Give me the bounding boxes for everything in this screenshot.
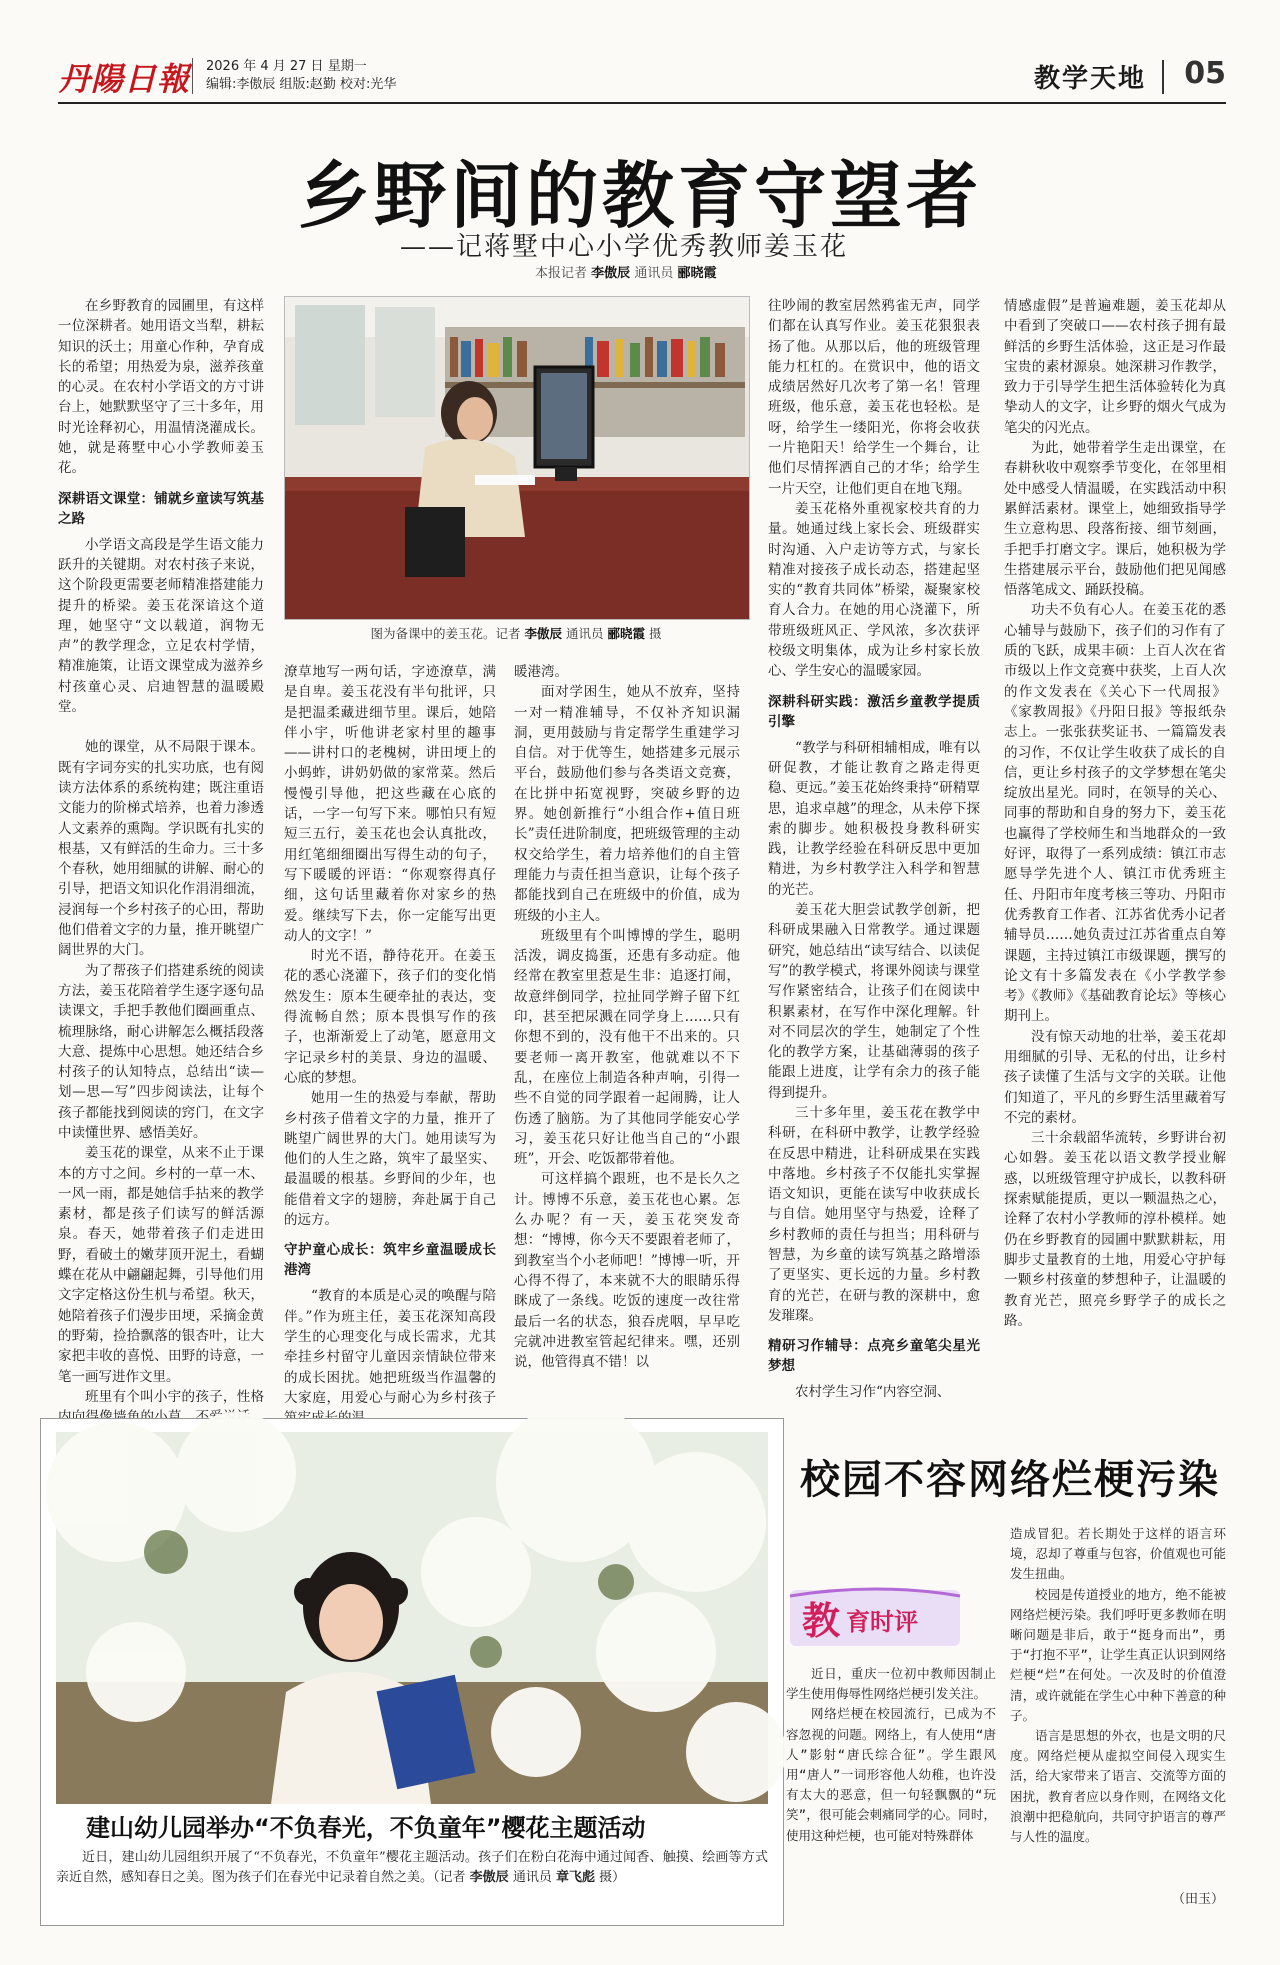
article-subheadline: ——记蒋墅中心小学优秀教师姜玉花 xyxy=(400,232,849,262)
section-heading: 深耕语文课堂：铺就乡童读写筑基之路 xyxy=(58,490,264,527)
teacher-photo xyxy=(284,296,750,620)
paragraph: 暖港湾。 xyxy=(514,664,568,680)
paragraph: 班里有个叫小宇的孩子，性格 xyxy=(85,1388,264,1405)
paragraph: “教学与科研相辅相成，唯有以研促教，才能让教育之路走得更稳、更远。”姜玉花始终秉持“研精覃思，追求卓越”的理念，从未停下探索的脚步。她积极投身教科研实践，让教学经验在科研反思中更加精进，为乡村教学注入科学和智慧的光芒。 xyxy=(768,739,980,898)
byline-mid: 通讯员 xyxy=(634,266,674,281)
education-commentary-badge xyxy=(786,1582,966,1652)
paragraph: 她用一生的热爱与奉献，帮助乡村孩子借着文字的力量，推开了眺望广阔世界的大门。她用读写为他们的人生之路，筑牢了最坚实、最温暖的根基。乡野间的少年，也能借着文字的翅膀，奔赴属于自己的远方。 xyxy=(284,1090,496,1229)
feature-suffix: 摄） xyxy=(599,1870,626,1885)
commentary-signature: （田玉） xyxy=(1171,1892,1224,1907)
paragraph: 姜玉花大胆尝试教学创新，把科研成果融入日常教学。通过课题研究，她总结出“读写结合、以读促写”的教学模式，将课外阅读与课堂写作紧密结合，让孩子们在阅读中积累素材，在写作中深化理解。针对不同层次的学生，她制定了个性化的教学方案，让基础薄弱的孩子能跟上进度，让学有余力的孩子能得到提升。 xyxy=(768,902,980,1101)
page-number: 05 xyxy=(1184,56,1226,91)
teacher-photo-illustration xyxy=(285,297,749,619)
section-name: 教学天地 xyxy=(1033,64,1146,94)
paragraph: 农村学生习作“内容空洞、 xyxy=(795,1384,951,1401)
byline-reporter: 李傲辰 xyxy=(591,266,631,281)
paragraph: 为此，她带着学生走出课堂，在春耕秋收中观察季节变化，在邻里相处中感受人情温暖，在实践活动中积累鲜活素材。课堂上，她细致指导学生立意构思、段落衔接、细节刻画，手把手打磨文字。课后，她积极为学生搭建展示平台，鼓励他们把见闻感悟落笔成文、踊跃投稿。 xyxy=(1004,440,1226,599)
commentary-column-1 xyxy=(786,1664,996,1914)
photo-caption xyxy=(284,624,748,642)
newspaper-logo: 丹陽日報 xyxy=(58,60,191,98)
caption-reporter: 李傲辰 xyxy=(524,626,562,641)
section-divider xyxy=(1162,60,1164,94)
masthead-info xyxy=(206,58,396,94)
article-column-2 xyxy=(284,662,496,1406)
feature-correspondent: 章飞彪 xyxy=(555,1870,595,1885)
paragraph: 造成冒犯。若长期处于这样的语言环境，忍却了尊重与包容，价值观也可能发生扭曲。 xyxy=(1010,1526,1226,1582)
commentary-column-2 xyxy=(1010,1524,1226,1886)
feature-reporter: 李傲辰 xyxy=(469,1870,509,1885)
paragraph: 在乡野教育的园圃里，有这样一位深耕者。她用语文当犁，耕耘知识的沃土；用童心作种，孕育成长的希望；用热爱为泉，滋养孩童的心灵。在农村小学语文的方寸讲台上，她默默坚守了三十多年，用时光诠释初心，用温情浇灌成长。她，就是蒋墅中心小学教师姜玉花。 xyxy=(58,298,264,477)
paragraph: 班级里有个叫博博的学生，聪明活泼，调皮捣蛋，还患有多动症。他经常在教室里惹是生非：追逐打闹，故意绊倒同学，拉扯同学辫子留下红印，甚至把尿溅在同学身上……只有你想不到的，没有他干不出来的。只要老师一离开教室，他就难以不下乱，在座位上制造各种声响，引得一些不自觉的同学跟着一起闹腾，让人伤透了脑筋。为了其他同学能安心学习，姜玉花只好让他当自己的“小跟班”，开会、吃饭都带着他。 xyxy=(514,927,740,1168)
paragraph: 校园是传道授业的地方，绝不能被网络烂梗污染。我们呼吁更多教师在明晰问题是非后，敢于“挺身而出”，勇于“打抱不平”，让学生真正认识到网络烂梗“烂”在何处。一次及时的价值澄清，或许就能在学生心中种下善意的种子。 xyxy=(1010,1586,1226,1723)
feature-body: 近日，建山幼儿园组织开展了“不负春光，不负童年”樱花主题活动。孩子们在粉白花海中通过闻香、触摸、绘画等方式亲近自然，感知春日之美。图为孩子们在春光中记录着自然之美。（记者 xyxy=(56,1850,768,1885)
badge-label-rest: 育时评 xyxy=(846,1608,918,1636)
date-line: 2026 年 4 月 27 日 星期一 xyxy=(206,59,367,74)
paragraph: “教育的本质是心灵的唤醒与陪伴。”作为班主任，姜玉花深知高段学生的心理变化与成长需求，尤其牵挂乡村留守儿童因亲情缺位带来的成长困扰。她把班级当作温馨的大家庭，用爱心与耐心为乡村孩子 xyxy=(284,1288,496,1406)
paragraph: 网络烂梗在校园流行，已成为不容忽视的问题。网络上，有人使用“唐人”影射“唐氏综合征”。学生跟风用“唐人”一词形容他人幼稚，也许没有太大的恶意，但一句轻飘飘的“玩笑”，很可能会刺痛同学的心。同时，使用这种烂梗，也可能对特殊群体 xyxy=(786,1706,996,1843)
paragraph: 情感虚假”是普遍难题，姜玉花却从中看到了突破口——农村孩子拥有最鲜活的乡野生活体验，这正是习作最宝贵的素材源泉。她深耕习作教学，致力于引导学生把生活体验转化为真挚动人的文字，让乡野的烟火气成为笔尖的闪光点。 xyxy=(1004,298,1226,436)
paragraph: 姜玉花格外重视家校共育的力量。她通过线上家长会、班级群实时沟通、入户走访等方式，与家长精准对接孩子成长动态，搭建起坚实的“教育共同体”桥梁，凝聚家校育人合力。在她的用心浇灌下，所带班级班风正、学风浓，多次获评校级文明集体，成为让乡村家长放心、学生安心的温暖家园。 xyxy=(768,500,980,680)
section-heading: 守护童心成长：筑牢乡童温暖成长港湾 xyxy=(284,1242,496,1279)
paragraph: 语言是思想的外衣，也是文明的尺度。网络烂梗从虚拟空间侵入现实生活，给大家带来了语言、交流等方面的困扰，教育者应以身作则，在网络文化浪潮中把稳航向，共同守护语言的尊严与人性的温度。 xyxy=(1010,1728,1226,1845)
paragraph: 功夫不负有心人。在姜玉花的悉心辅导与鼓励下，孩子们的习作有了质的飞跃，成果丰硕：上百人次在省市级以上作文竞赛中获奖，上百人次的作文发表在《关心下一代周报》《家教周报》《丹阳日报》等报纸杂志上。一张张获奖证书、一篇篇发表的习作，不仅让学生收获了成长的自信，更让乡村孩子的文学梦想在笔尖绽放出星光。同时，在领导的关心、同事的帮助和自身的努力下，姜玉花也赢得了学校师生和当地群众的一致好评，取得了一系列成绩：镇江市志愿导学先进个人、镇江市优秀班主任、丹阳市年度考核三等功、丹阳市优秀教育工作者、江苏省优秀小记者辅导员……她负责过江苏省重点自筹课题，主持过镇江市级课题，撰写的论文有十多篇发表在《小学教学参考》《教师》《基础教育论坛》等核心期刊上。 xyxy=(1004,602,1226,1025)
paragraph: 姜玉花的课堂，从来不止于课本的方寸之间。乡村的一草一木、一风一雨，都是她信手拈来的教学素材，都是孩子们读写的鲜活源泉。春天，她带着孩子们走进田野，看破土的嫩芽顶开泥土，看蝴蝶在花从中翩翩起舞，引导他们用文字定格这份生机与希望。秋天，她陪着孩子们漫步田埂，采摘金黄的野菊，捡拾飘落的银杏叶，让大家把丰收的喜悦、田野的诗意，一笔一画写进作文里。 xyxy=(58,1145,264,1385)
paragraph: 可这样搞个跟班，也不是长久之计。博博不乐意，姜玉花也心累。怎么办呢？有一天，姜玉花突发奇想：“博博，你今天不要跟着老师了，到教室当个小老师吧！”博博一听，开心得不得了，本来就不大的眼睛乐得眯成了一条线。吃饭的速度一改往常最后一名的状态，狼吞虎咽，早早吃完就冲进教室管起纪律来。嘿，还别说，他管得真不错！以 xyxy=(514,1171,740,1371)
article-column-4 xyxy=(768,296,980,1401)
feature-mid: 通讯员 xyxy=(512,1870,552,1885)
paragraph: 往吵闹的教室居然鸦雀无声，同学们都在认真写作业。姜玉花狠狠表扬了他。从那以后，他的班级管理能力杠杠的。在赏识中，他的语文成绩居然好几次考了第一名！管理班级，他乐意，姜玉花也轻松。是呀，给学生一缕阳光，你将会收获一片艳阳天！给学生一个舞台，让他们尽情挥洒自己的才华；给学生一片天空，让他们更自在地飞翔。 xyxy=(768,298,980,497)
article-column-3 xyxy=(514,662,740,1382)
article-column-1 xyxy=(58,296,264,1405)
editors-line: 编辑:李傲辰 组版:赵勤 校对:光华 xyxy=(206,77,397,92)
caption-suffix: 摄 xyxy=(648,626,662,641)
byline-prefix: 本报记者 xyxy=(535,266,588,281)
paragraph: 小学语文高段是学生语文能力跃升的关键期。对农村孩子来说，这个阶段更需要老师精准搭建能力提升的桥梁。姜玉花深谙这个道理，她坚守“文以载道，润物无声”的教学理念，立足农村学情，精准施策，让语文课堂成为滋养乡村孩童心灵、启迪智慧的温暖殿堂。 xyxy=(58,536,264,716)
caption-correspondent: 郦晓霞 xyxy=(607,626,645,641)
paragraph: 潦草地写一两句话，字迹潦草，满是自卑。姜玉花没有半句批评，只是把温柔藏进细节里。课后，她陪伴小宇，听他讲老家村里的趣事——讲村口的老槐树，讲田埂上的小蚂蚱，讲奶奶做的家常菜。然后慢慢引导他，把这些藏在心底的话，一字一句写下来。哪怕只有短短三五行，姜玉花也会认真批改，用红笔细细圈出写得生动的句子，写下暖暖的评语：“你观察得真仔细，这句话里藏着你对家乡的热爱。继续写下去，你一定能写出更动人的文字！” xyxy=(284,664,496,944)
article-byline xyxy=(535,262,716,281)
caption-text: 图为备课中的姜玉花。记者 xyxy=(370,626,521,641)
paragraph: 她的课堂，从不局限于课本。既有字词夯实的扎实功底，也有阅读方法体系的系统构建；既注重语文能力的阶梯式培养，也着力渗透人文素养的熏陶。学识既有扎实的根基，又有鲜活的生命力。三十多个春秋，她用细腻的讲解、耐心的引导，把语文知识化作涓涓细流，浸润每一个乡村孩子的心田，帮助他们借着文字的力量，推开眺望广阔世界的大门。 xyxy=(58,739,264,959)
article-column-5 xyxy=(1004,296,1226,1382)
paragraph: 为了帮孩子们搭建系统的阅读方法，姜玉花陪着学生逐字逐句品读课文，手把手教他们圈画重点、梳理脉络，耐心讲解怎么概括段落大意、提炼中心思想。她还结合乡村孩子的认知特点，总结出“读—划—思—写”四步阅读法，让每个孩子都能找到阅读的窍门，在文字中读懂世界、感悟美好。 xyxy=(58,962,264,1141)
caption-mid: 通讯员 xyxy=(565,626,604,641)
section-heading: 精研习作辅导：点亮乡童笔尖星光梦想 xyxy=(768,1338,980,1375)
paragraph: 时光不语，静待花开。在姜玉花的悉心浇灌下，孩子们的变化悄然发生：原本生硬牵扯的表达，变得流畅自然；原本畏惧写作的孩子，也渐渐爱上了动笔，愿意用文字记录乡村的美景、身边的温暖、心底的梦想。 xyxy=(284,948,496,1086)
cherry-blossom-illustration xyxy=(56,1432,768,1804)
paragraph: 三十多年里，姜玉花在教学中科研，在科研中教学，让教学经验在反思中精进，让科研成果在实践中落地。乡村孩子不仅能扎实掌握语文知识，更能在读写中收获成长与自信。她用坚守与热爱，诠释了乡村教师的责任与担当；用科研与智慧，为乡童的读写筑基之路增添了更坚实、更长远的力量。乡村教育的光芒，在研与教的深耕中，愈发璀璨。 xyxy=(768,1104,980,1324)
feature-text xyxy=(56,1848,768,1888)
paragraph: 近日，重庆一位初中教师因制止学生使用侮辱性网络烂梗引发关注。 xyxy=(786,1666,996,1702)
section-heading: 深耕科研实践：激活乡童教学提质引擎 xyxy=(768,693,980,730)
masthead-divider xyxy=(192,58,193,94)
commentary-title: 校园不容网络烂梗污染 xyxy=(800,1457,1220,1503)
article-headline: 乡野间的教育守望者 xyxy=(297,154,982,238)
masthead xyxy=(58,52,1226,104)
paragraph: 三十余载韶华流转，乡野讲台初心如磐。姜玉花以语文教学授业解惑，以班级管理守护成长，以教科研探索赋能提质，更以一颗温热之心，诠释了农村小学教师的淳朴模样。她仍在乡野教育的园圃中默默耕耘，用脚步丈量教育的土地，用爱心守护每一颗乡村孩童的梦想种子，让温暖的教育光芒，照亮乡野学子的成长之路。 xyxy=(1004,1130,1226,1329)
paragraph: 没有惊天动地的壮举，姜玉花却用细腻的引导、无私的付出，让乡村孩子读懂了生活与文字的关联。让他们知道了，平凡的乡野生活里藏着写不完的素材。 xyxy=(1004,1028,1226,1126)
paragraph: 面对学困生，她从不放弃，坚持一对一精准辅导，不仅补齐知识漏洞，更用鼓励与肯定帮学生重建学习自信。对于优等生，她搭建多元展示平台，鼓励他们参与各类语文竞赛，在比拼中拓宽视野，突破乡野的边界。她创新推行“小组合作+值日班长”责任进阶制度，把班级管理的主动权交给学生，着力培养他们的自主管理能力与责任担当意识，让每个孩子都能找到自己在班级中的价值，成为班级的小主人。 xyxy=(514,684,740,924)
byline-correspondent: 郦晓霞 xyxy=(677,266,717,281)
cherry-blossom-photo xyxy=(56,1432,768,1804)
badge-label-main: 教 xyxy=(802,1599,841,1643)
feature-title: 建山幼儿园举办“不负春光，不负童年”樱花主题活动 xyxy=(86,1814,646,1842)
